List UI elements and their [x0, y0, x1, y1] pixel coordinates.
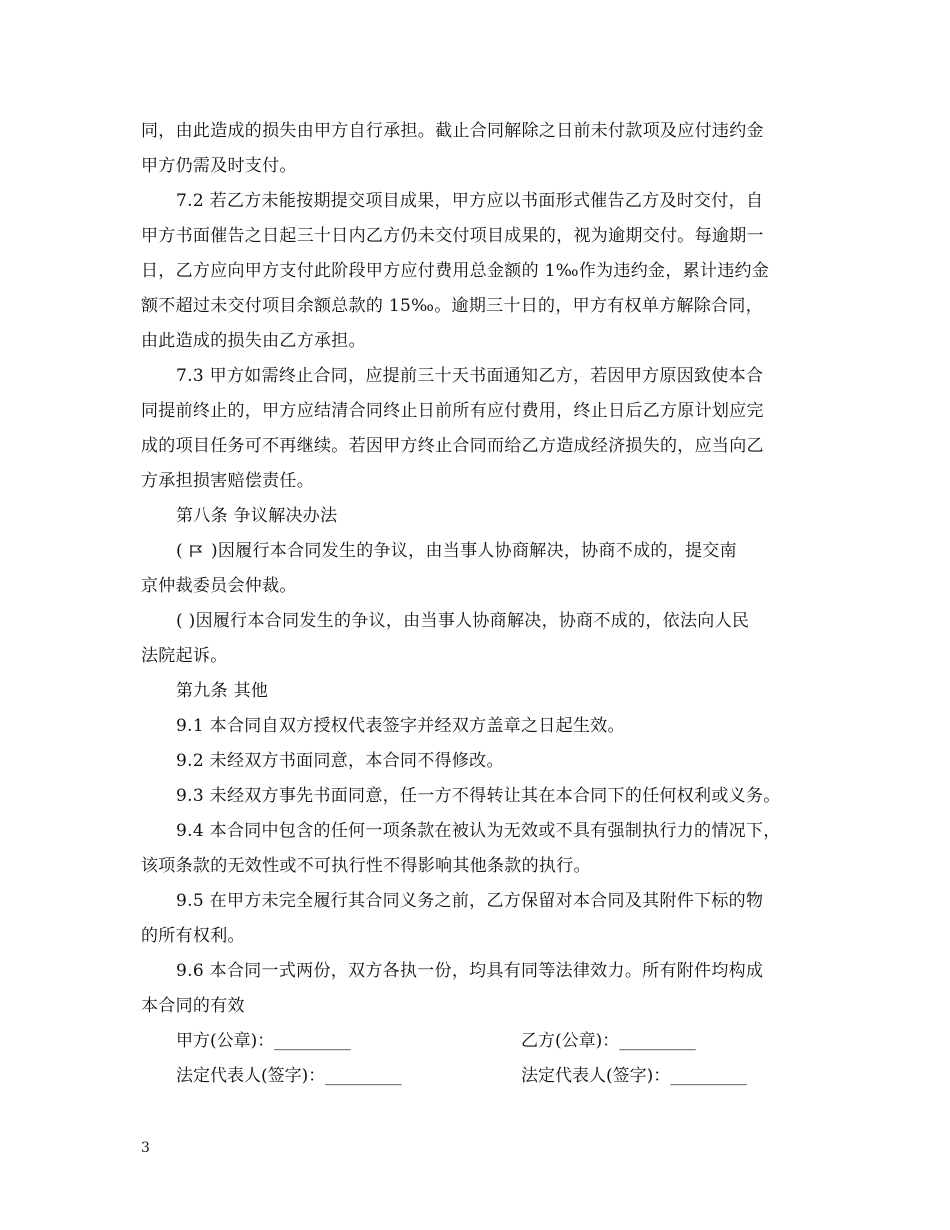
clause-9-6: 9.6 本合同一式两份，双方各执一份，均具有同等法律效力。所有附件均构成 — [176, 961, 764, 981]
text-line: 甲方书面催告之日起三十日内乙方仍未交付项目成果的，视为逾期交付。每逾期一 — [141, 226, 764, 246]
clause-7-2: 7.2 若乙方未能按期提交项目成果，甲方应以书面形式催告乙方及时交付，自 — [176, 191, 764, 211]
article-9-heading: 第九条 其他 — [176, 681, 269, 701]
text-line: 日，乙方应向甲方支付此阶段甲方应付费用总金额的 1‰作为违约金，累计违约金 — [141, 261, 770, 281]
party-b-seal-field: 乙方(公章)：_________ — [521, 1031, 696, 1051]
clause-9-2: 9.2 未经双方书面同意，本合同不得修改。 — [176, 751, 504, 771]
text-line: 的所有权利。 — [141, 926, 245, 946]
page-number: 3 — [141, 1140, 150, 1156]
party-a-seal-field: 甲方(公章)：_________ — [176, 1031, 351, 1051]
clause-9-1: 9.1 本合同自双方授权代表签字并经双方盖章之日起生效。 — [176, 716, 625, 736]
clause-9-3: 9.3 未经双方事先书面同意，任一方不得转让其在本合同下的任何权利或义务。 — [176, 786, 781, 806]
clause-7-3: 7.3 甲方如需终止合同，应提前三十天书面通知乙方，若因甲方原因致使本合 — [176, 366, 764, 386]
text-line: 本合同的有效 — [141, 996, 245, 1016]
clause-9-5: 9.5 在甲方未完全履行其合同义务之前，乙方保留对本合同及其附件下标的物 — [176, 891, 764, 911]
text-line: 京仲裁委员会仲裁。 — [141, 576, 297, 596]
text-line: 由此造成的损失由乙方承担。 — [141, 331, 366, 351]
arbitration-option-text: )因履行本合同发生的争议，由当事人协商解决，协商不成的，提交南 — [210, 541, 737, 561]
party-a-rep-field: 法定代表人(签字)：_________ — [176, 1066, 402, 1086]
article-8-heading: 第八条 争议解决办法 — [176, 506, 338, 526]
text-line: 成的项目任务可不再继续。若因甲方终止合同而给乙方造成经济损失的，应当向乙 — [141, 436, 764, 456]
clause-9-4: 9.4 本合同中包含的任何一项条款在被认为无效或不具有强制执行力的情况下， — [176, 821, 781, 841]
option-open-paren: ( — [176, 541, 183, 561]
text-line: 额不超过未交付项目余额总款的 15‰。逾期三十日的，甲方有权单方解除合同， — [141, 296, 763, 316]
text-line: 法院起诉。 — [141, 646, 228, 666]
text-line: 同提前终止的，甲方应结清合同终止日前所有应付费用，终止日后乙方原计划应完 — [141, 401, 764, 421]
text-line: 方承担损害赔偿责任。 — [141, 471, 314, 491]
text-line: 该项条款的无效性或不可执行性不得影响其他条款的执行。 — [141, 856, 591, 876]
text-line: 甲方仍需及时支付。 — [141, 156, 297, 176]
flag-icon — [189, 543, 205, 563]
litigation-option: ( )因履行本合同发生的争议，由当事人协商解决，协商不成的，依法向人民 — [176, 611, 750, 631]
party-b-rep-field: 法定代表人(签字)：_________ — [521, 1066, 747, 1086]
arbitration-option — [176, 541, 737, 563]
text-line: 同，由此造成的损失由甲方自行承担。截止合同解除之日前未付款项及应付违约金 — [141, 121, 764, 141]
